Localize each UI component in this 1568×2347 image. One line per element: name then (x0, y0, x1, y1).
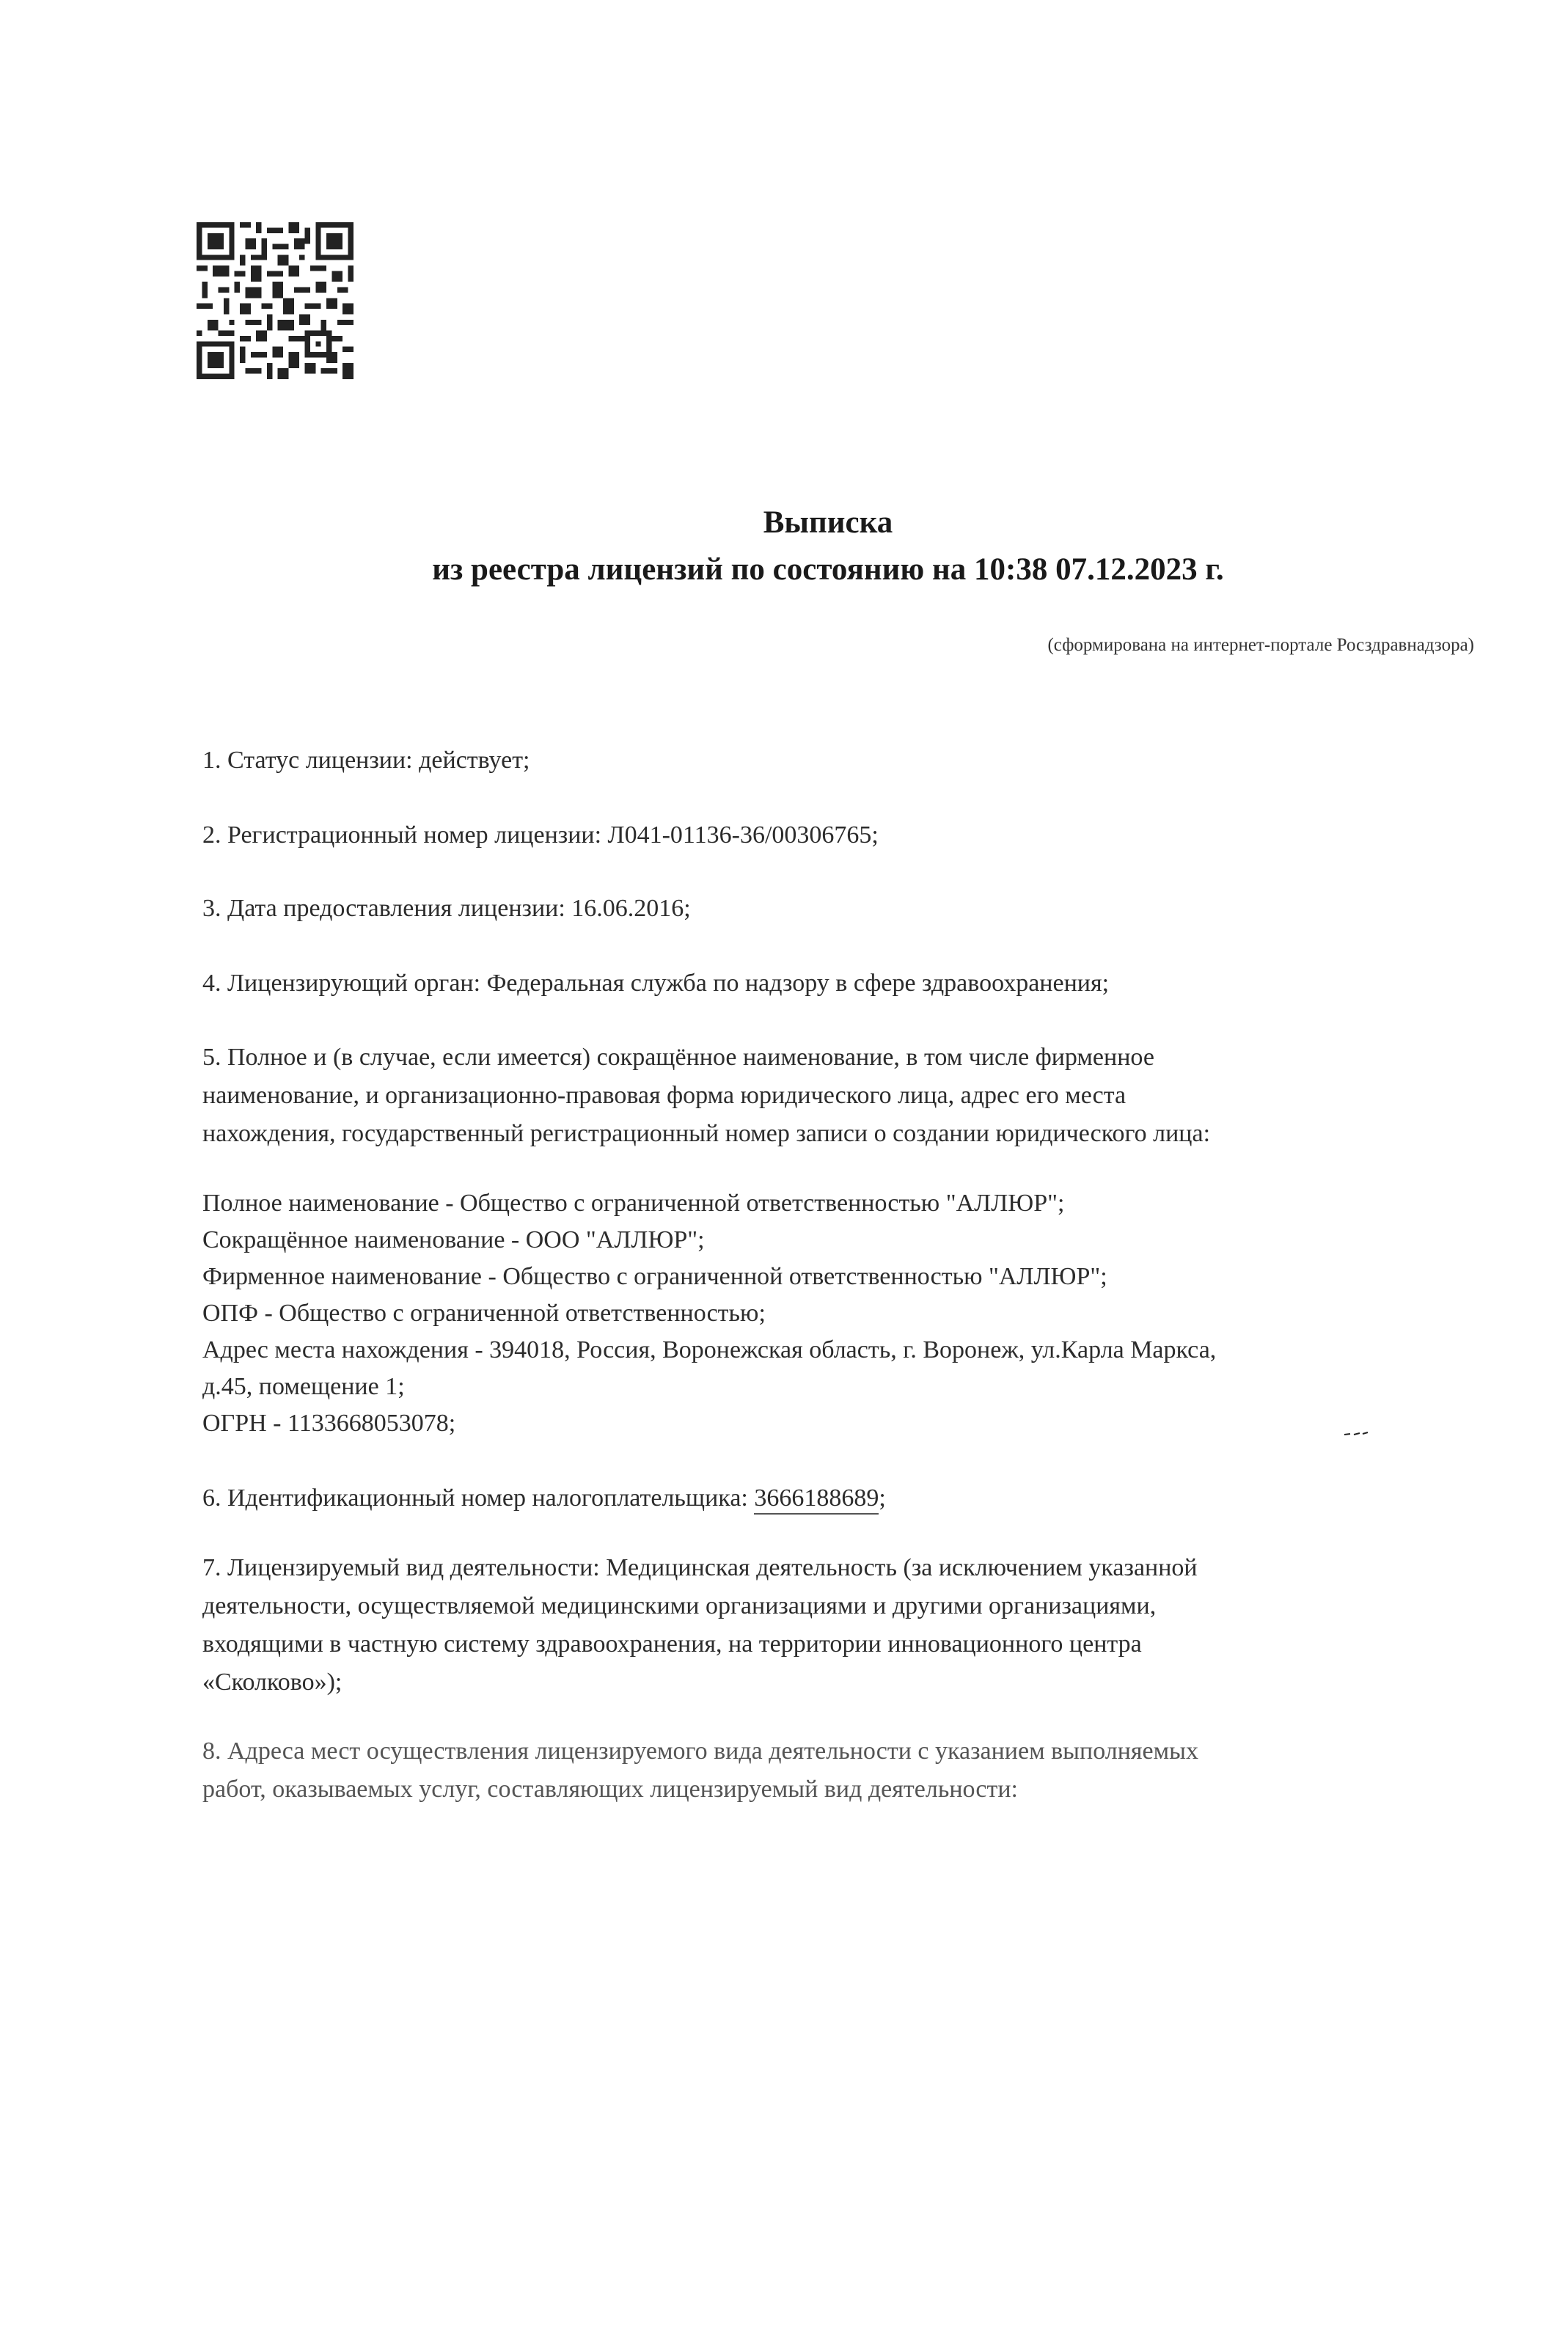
inn-line (202, 1480, 1464, 1517)
inn-tail: ; (879, 1484, 886, 1512)
organization-details (202, 1185, 1479, 1442)
name-section-header (202, 1039, 1464, 1153)
full-name-line: Полное наименование - Общество с ограниченной ответственностью "АЛЛЮР"; (202, 1190, 1065, 1217)
document-subtitle: из реестра лицензий по состоянию на 10:38 07.12.2023 г. (432, 552, 1224, 587)
license-reg-number: 2. Регистрационный номер лицензии: Л041-01136-36/00306765; (202, 821, 879, 849)
licensed-activity (202, 1549, 1464, 1702)
text-line: нахождения, государственный регистрационный номер записи о создании юридического лица: (202, 1120, 1211, 1147)
license-date: 3. Дата предоставления лицензии: 16.06.2016; (202, 895, 691, 922)
legal-form-line: ОПФ - Общество с ограниченной ответственностью; (202, 1300, 766, 1327)
licensing-authority: 4. Лицензирующий орган: Федеральная служба по надзору в сфере здравоохранения; (202, 970, 1110, 997)
text-line: 7. Лицензируемый вид деятельности: Медицинская деятельность (за исключением указанной (202, 1554, 1198, 1581)
pen-mark (1344, 1432, 1369, 1436)
text-line: наименование, и организационно-правовая форма юридического лица, адрес его места (202, 1082, 1126, 1109)
source-note: (сформирована на интернет-портале Росздравнадзора) (1047, 635, 1474, 655)
address-line-continued: д.45, помещение 1; (202, 1373, 405, 1400)
address-line: Адрес места нахождения - 394018, Россия, Воронежская область, г. Воронеж, ул.Карла Маркса, (202, 1336, 1217, 1363)
text-line: 5. Полное и (в случае, если имеется) сокращённое наименование, в том числе фирменное (202, 1044, 1154, 1071)
ogrn-line: ОГРН - 1133668053078; (202, 1410, 456, 1437)
text-line: 8. Адреса мест осуществления лицензируемого вида деятельности с указанием выполняемых (202, 1738, 1198, 1765)
license-status: 1. Статус лицензии: действует; (202, 747, 530, 774)
short-name-line: Сокращённое наименование - ООО "АЛЛЮР"; (202, 1226, 705, 1253)
inn-value: 3666188689 (754, 1484, 879, 1515)
inn-label: 6. Идентификационный номер налогоплательщика: (202, 1484, 755, 1512)
document-title: Выписка (763, 505, 893, 540)
qr-code (197, 221, 353, 380)
text-line: «Сколково»); (202, 1669, 342, 1696)
activity-addresses (202, 1732, 1464, 1809)
brand-name-line: Фирменное наименование - Общество с ограниченной ответственностью "АЛЛЮР"; (202, 1263, 1107, 1290)
text-line: деятельности, осуществляемой медицинскими организациями и другими организациями, (202, 1592, 1157, 1619)
text-line: работ, оказываемых услуг, составляющих лицензируемый вид деятельности: (202, 1776, 1018, 1803)
text-line: входящими в частную систему здравоохранения, на территории инновационного центра (202, 1630, 1142, 1658)
